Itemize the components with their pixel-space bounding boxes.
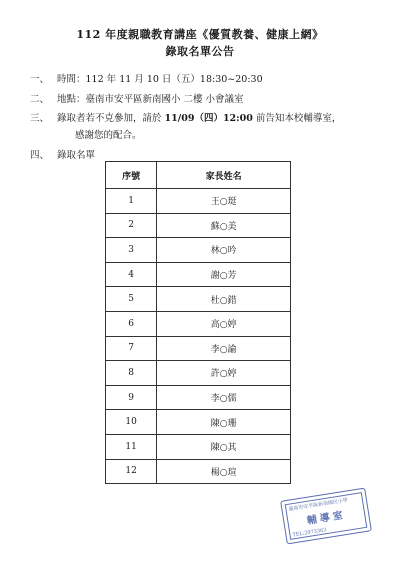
item-location: [30, 94, 244, 106]
office-stamp: [280, 488, 372, 545]
row-parent-name: 高○婷: [157, 311, 291, 336]
item-label: 地點：: [57, 94, 86, 105]
item-text: 112 年 11 月 10 日（五）18:30~20:30: [85, 74, 263, 85]
row-number: 11: [106, 434, 157, 459]
row-number: 3: [106, 238, 157, 263]
item-number: 三、: [30, 113, 50, 124]
stamp-phone: TEL:2973363: [292, 527, 327, 539]
stamp-school-name: 臺南市安平區新南國民小學: [288, 497, 349, 513]
item-text: 臺南市安平區新南國小 二樓 小會議室: [85, 94, 244, 105]
table-header-row: [106, 162, 291, 189]
row-number: 12: [106, 459, 157, 484]
row-parent-name: 王○珽: [157, 189, 291, 214]
row-parent-name: 謝○芳: [157, 262, 291, 287]
document-subtitle: 錄取名單公告: [165, 45, 235, 58]
header-parent-name: 家長姓名: [157, 162, 291, 189]
item-text-pre: 錄取者若不克參加，請於: [57, 113, 165, 124]
table-row: [106, 434, 291, 459]
item-notice-line2: 感謝您的配合。: [75, 130, 142, 141]
table-row: [106, 311, 291, 336]
row-parent-name: 陳○珊: [157, 410, 291, 435]
row-parent-name: 許○婷: [157, 361, 291, 386]
table-row: [106, 262, 291, 287]
row-number: 8: [106, 361, 157, 386]
row-number: 10: [106, 410, 157, 435]
table-row: [106, 410, 291, 435]
table-row: [106, 213, 291, 238]
row-number: 6: [106, 311, 157, 336]
table-row: [106, 336, 291, 361]
row-parent-name: 林○吟: [157, 238, 291, 263]
row-number: 2: [106, 213, 157, 238]
row-parent-name: 楊○瑄: [157, 459, 291, 484]
item-label: 時間：: [57, 74, 86, 85]
row-number: 4: [106, 262, 157, 287]
row-number: 9: [106, 385, 157, 410]
table-row: [106, 459, 291, 484]
row-parent-name: 李○儒: [157, 385, 291, 410]
item-list-heading: [30, 150, 95, 162]
item-time: [30, 74, 263, 86]
item-number: 四、: [30, 150, 50, 161]
row-parent-name: 李○諭: [157, 336, 291, 361]
row-number: 7: [106, 336, 157, 361]
row-parent-name: 杜○錯: [157, 287, 291, 312]
table-row: [106, 189, 291, 214]
item-number: 一、: [30, 74, 50, 85]
row-number: 1: [106, 189, 157, 214]
item-label: 錄取名單: [57, 150, 96, 161]
table-row: [106, 287, 291, 312]
item-notice: [30, 113, 341, 125]
table-row: [106, 361, 291, 386]
header-number: 序號: [106, 162, 157, 189]
table-row: [106, 385, 291, 410]
item-text-post: 前告知本校輔導室，: [252, 113, 342, 124]
item-deadline: 11/09（四）12:00: [164, 113, 253, 124]
document-title: 112 年度親職教育講座《優質教養、健康上網》: [76, 28, 324, 41]
row-parent-name: 陳○其: [157, 434, 291, 459]
stamp-office-name: 輔導室: [306, 509, 347, 527]
admission-table: [105, 161, 291, 484]
row-number: 5: [106, 287, 157, 312]
item-number: 二、: [30, 94, 50, 105]
row-parent-name: 蘇○美: [157, 213, 291, 238]
table-row: [106, 238, 291, 263]
